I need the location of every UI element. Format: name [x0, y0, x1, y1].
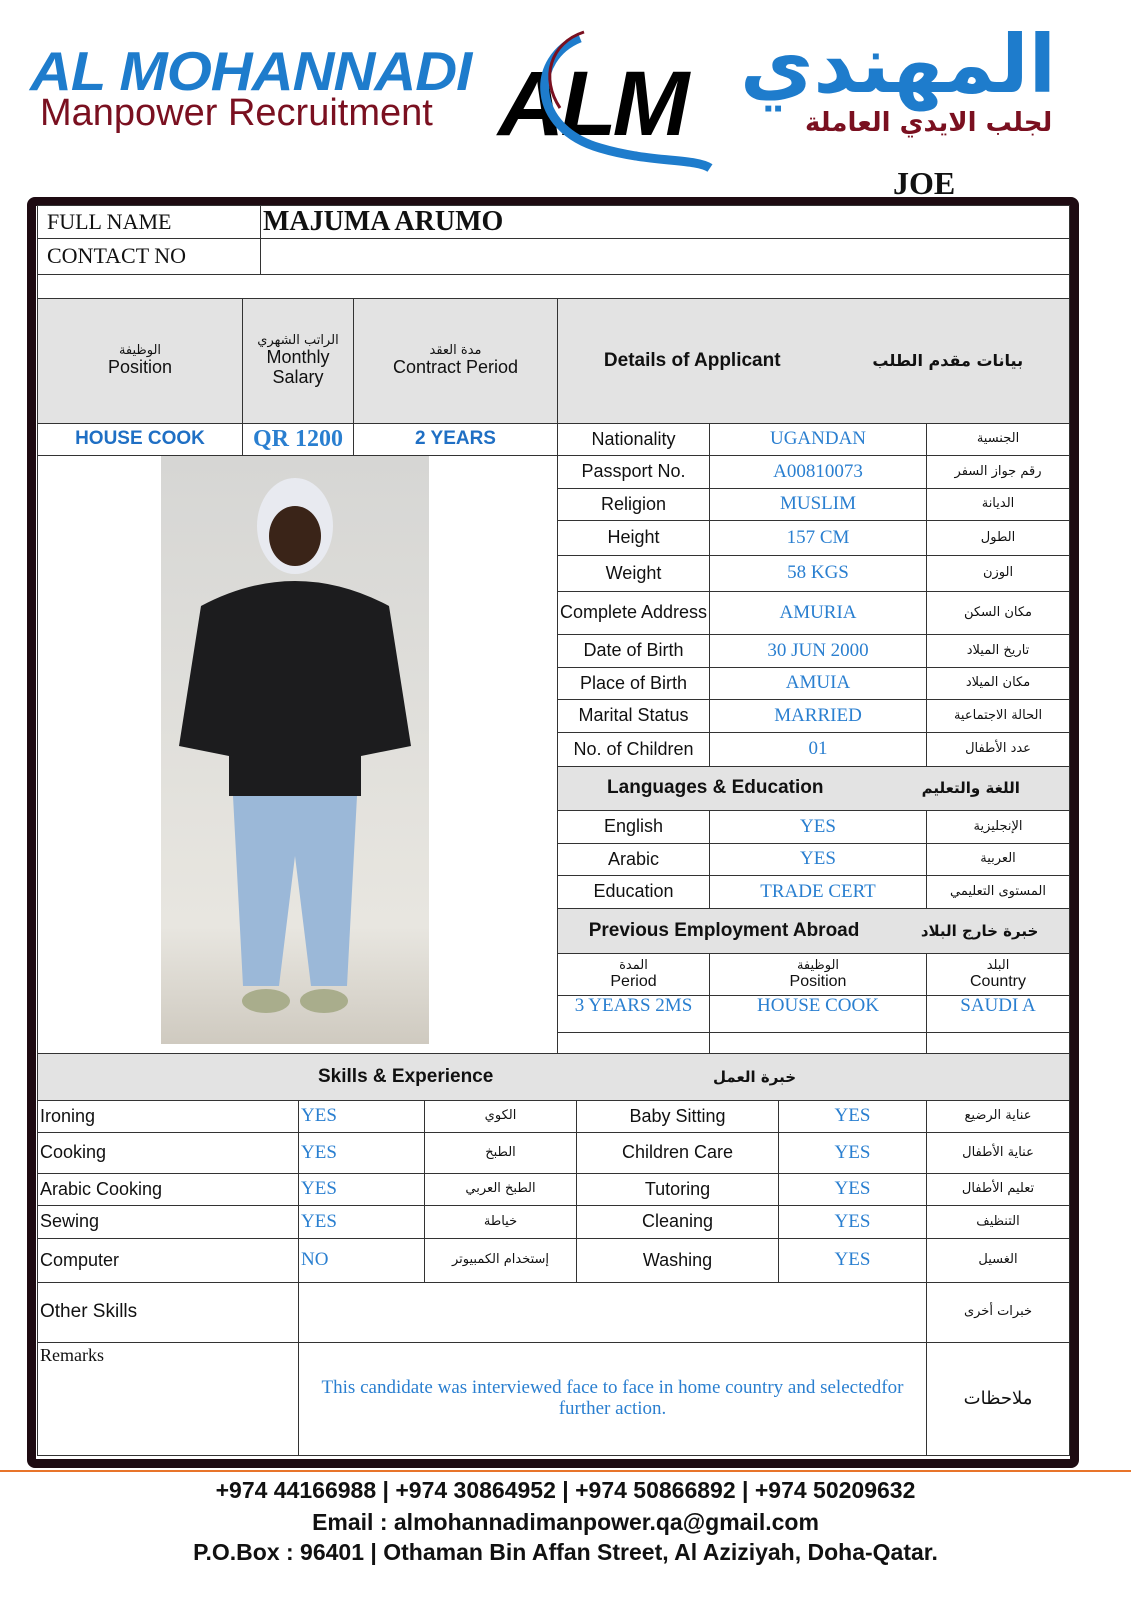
skill-label: Ironing	[37, 1100, 299, 1133]
detail-label: Passport No.	[557, 455, 710, 489]
footer-phones: +974 44166988 | +974 30864952 | +974 50866892 | +974 50209632	[215, 1477, 916, 1503]
country-ar: البلد	[986, 957, 1010, 973]
language-label-ar: الإنجليزية	[926, 810, 1070, 844]
position-header-label: Position	[107, 357, 173, 378]
skill-value: YES	[298, 1100, 425, 1133]
salary-header-label: Monthly Salary	[266, 347, 330, 388]
logo-company-name: AL MOHANNADI	[30, 40, 472, 103]
salary-header	[242, 298, 354, 424]
skill-label-ar: إستخدام الكمبيوتر	[424, 1238, 577, 1283]
contact-value	[260, 238, 1070, 275]
detail-label-ar: مكان السكن	[926, 591, 1070, 635]
period-header	[557, 953, 710, 996]
footer-email: Email : almohannadimanpower.qa@gmail.com	[312, 1509, 819, 1535]
detail-label: No. of Children	[557, 732, 710, 767]
employment-header	[557, 908, 1070, 954]
skills-title-ar: خبرة العمل	[713, 1067, 797, 1086]
skill-label: Sewing	[37, 1205, 299, 1239]
remarks-ar: ملاحظات	[926, 1342, 1070, 1456]
skill-label-ar: الطبخ العربي	[424, 1173, 577, 1206]
skill-label-ar: الطبخ	[424, 1132, 577, 1174]
remarks-value: This candidate was interviewed face to face in home country and selectedfor further action.	[298, 1342, 927, 1456]
languages-header	[557, 766, 1070, 811]
emp-position-header	[709, 953, 927, 996]
detail-label: Weight	[557, 555, 710, 592]
language-value: YES	[709, 843, 927, 876]
contract-header-ar: مدة العقد	[429, 342, 482, 358]
detail-label: Nationality	[557, 423, 710, 456]
spacer-row	[37, 274, 1070, 299]
skill-label-ar: الغسيل	[926, 1238, 1070, 1283]
skill-label: Tutoring	[576, 1173, 779, 1206]
position-value: HOUSE COOK	[37, 423, 243, 456]
detail-label-ar: تاريخ الميلاد	[926, 634, 1070, 668]
skill-label: Cooking	[37, 1132, 299, 1174]
emp-empty	[557, 1032, 710, 1054]
skill-label: Cleaning	[576, 1205, 779, 1239]
language-label-ar: المستوى التعليمي	[926, 875, 1070, 909]
skill-value: YES	[778, 1100, 927, 1133]
applicant-photo	[161, 456, 429, 1044]
employment-title-ar: خبرة خارج البلاد	[920, 921, 1039, 940]
detail-label: Religion	[557, 488, 710, 521]
detail-value: AMUIA	[709, 667, 927, 700]
detail-label: Height	[557, 520, 710, 556]
skill-label: Children Care	[576, 1132, 779, 1174]
emp-position-label: Position	[789, 972, 847, 990]
person-silhouette-icon	[161, 456, 429, 1044]
footer-address: P.O.Box : 96401 | Othaman Bin Affan Street, Al Aziziyah, Doha-Qatar.	[193, 1539, 938, 1565]
detail-label: Complete Address	[557, 591, 710, 635]
skill-value: YES	[778, 1132, 927, 1174]
skill-label-ar: عناية الأطفال	[926, 1132, 1070, 1174]
detail-label: Place of Birth	[557, 667, 710, 700]
remarks-label: Remarks	[37, 1342, 299, 1456]
footer-divider	[0, 1470, 1131, 1472]
position-header	[37, 298, 243, 424]
language-value: YES	[709, 810, 927, 844]
country-header	[926, 953, 1070, 996]
logo-subtitle: Manpower Recruitment	[40, 92, 433, 134]
salary-header-ar: الراتب الشهري	[257, 333, 339, 349]
skill-label-ar: الكوي	[424, 1100, 577, 1133]
skills-title: Skills & Experience	[318, 1065, 494, 1087]
contract-value: 2 YEARS	[353, 423, 558, 456]
contract-header-label: Contract Period	[392, 357, 519, 378]
detail-label-ar: رقم جواز السفر	[926, 455, 1070, 489]
skill-label: Washing	[576, 1238, 779, 1283]
period-ar: المدة	[619, 957, 648, 973]
languages-title-ar: اللغة والتعليم	[921, 779, 1020, 798]
contract-header	[353, 298, 558, 424]
detail-label: Marital Status	[557, 699, 710, 733]
detail-label-ar: الطول	[926, 520, 1070, 556]
skill-label-ar: تعليم الأطفال	[926, 1173, 1070, 1206]
detail-value: 58 KGS	[709, 555, 927, 592]
language-label: English	[557, 810, 710, 844]
skill-value: YES	[778, 1173, 927, 1206]
emp-country-value: SAUDI A	[926, 995, 1070, 1033]
skill-value: YES	[778, 1205, 927, 1239]
detail-value: 01	[709, 732, 927, 767]
other-skills-label: Other Skills	[37, 1282, 299, 1343]
details-header	[557, 298, 1070, 424]
detail-value: MARRIED	[709, 699, 927, 733]
emp-empty	[926, 1032, 1070, 1054]
language-label: Arabic	[557, 843, 710, 876]
detail-label-ar: الجنسية	[926, 423, 1070, 456]
languages-title: Languages & Education	[607, 777, 824, 799]
detail-value: 30 JUN 2000	[709, 634, 927, 668]
emp-position-value: HOUSE COOK	[709, 995, 927, 1033]
logo-arabic-sub: لجلب الايدي العاملة	[805, 108, 1053, 138]
skill-label: Computer	[37, 1238, 299, 1283]
emp-empty	[709, 1032, 927, 1054]
logo-mark: ALM	[498, 53, 686, 155]
detail-value: A00810073	[709, 455, 927, 489]
detail-label-ar: الديانة	[926, 488, 1070, 521]
language-label-ar: العربية	[926, 843, 1070, 876]
reference-code: JOE	[893, 165, 956, 201]
skill-value: YES	[298, 1173, 425, 1206]
emp-period-value: 3 YEARS 2MS	[557, 995, 710, 1033]
skill-value: YES	[298, 1132, 425, 1174]
detail-label-ar: الوزن	[926, 555, 1070, 592]
skills-header	[37, 1053, 1070, 1101]
skill-value: NO	[298, 1238, 425, 1283]
detail-value: 157 CM	[709, 520, 927, 556]
employment-title: Previous Employment Abroad	[588, 919, 860, 941]
full-name-value: MAJUMA ARUMO	[260, 205, 1070, 239]
details-header-ar: بيانات مقدم الطلب	[872, 351, 1024, 371]
contact-label: CONTACT NO	[37, 238, 261, 275]
detail-value: AMURIA	[709, 591, 927, 635]
skill-label: Arabic Cooking	[37, 1173, 299, 1206]
detail-value: UGANDAN	[709, 423, 927, 456]
full-name-label: FULL NAME	[37, 205, 261, 239]
emp-position-ar: الوظيفة	[796, 957, 840, 973]
skill-value: YES	[778, 1238, 927, 1283]
detail-label-ar: الحالة الاجتماعية	[926, 699, 1070, 733]
language-value: TRADE CERT	[709, 875, 927, 909]
details-header-label: Details of Applicant	[603, 349, 781, 371]
skill-label-ar: خياطة	[424, 1205, 577, 1239]
other-skills-ar: خبرات أخرى	[926, 1282, 1070, 1343]
detail-label: Date of Birth	[557, 634, 710, 668]
detail-label-ar: عدد الأطفال	[926, 732, 1070, 767]
country-label: Country	[969, 972, 1027, 990]
skill-label: Baby Sitting	[576, 1100, 779, 1133]
detail-value: MUSLIM	[709, 488, 927, 521]
position-header-ar: الوظيفة	[118, 342, 162, 358]
salary-value: QR 1200	[242, 423, 354, 456]
skill-label-ar: التنظيف	[926, 1205, 1070, 1239]
period-label: Period	[610, 972, 657, 990]
logo-arabic: المهندي	[740, 18, 1057, 111]
language-label: Education	[557, 875, 710, 909]
skill-value: YES	[298, 1205, 425, 1239]
skill-label-ar: عناية الرضيع	[926, 1100, 1070, 1133]
detail-label-ar: مكان الميلاد	[926, 667, 1070, 700]
logo-swoosh-icon	[520, 18, 720, 178]
other-skills-value	[298, 1282, 927, 1343]
